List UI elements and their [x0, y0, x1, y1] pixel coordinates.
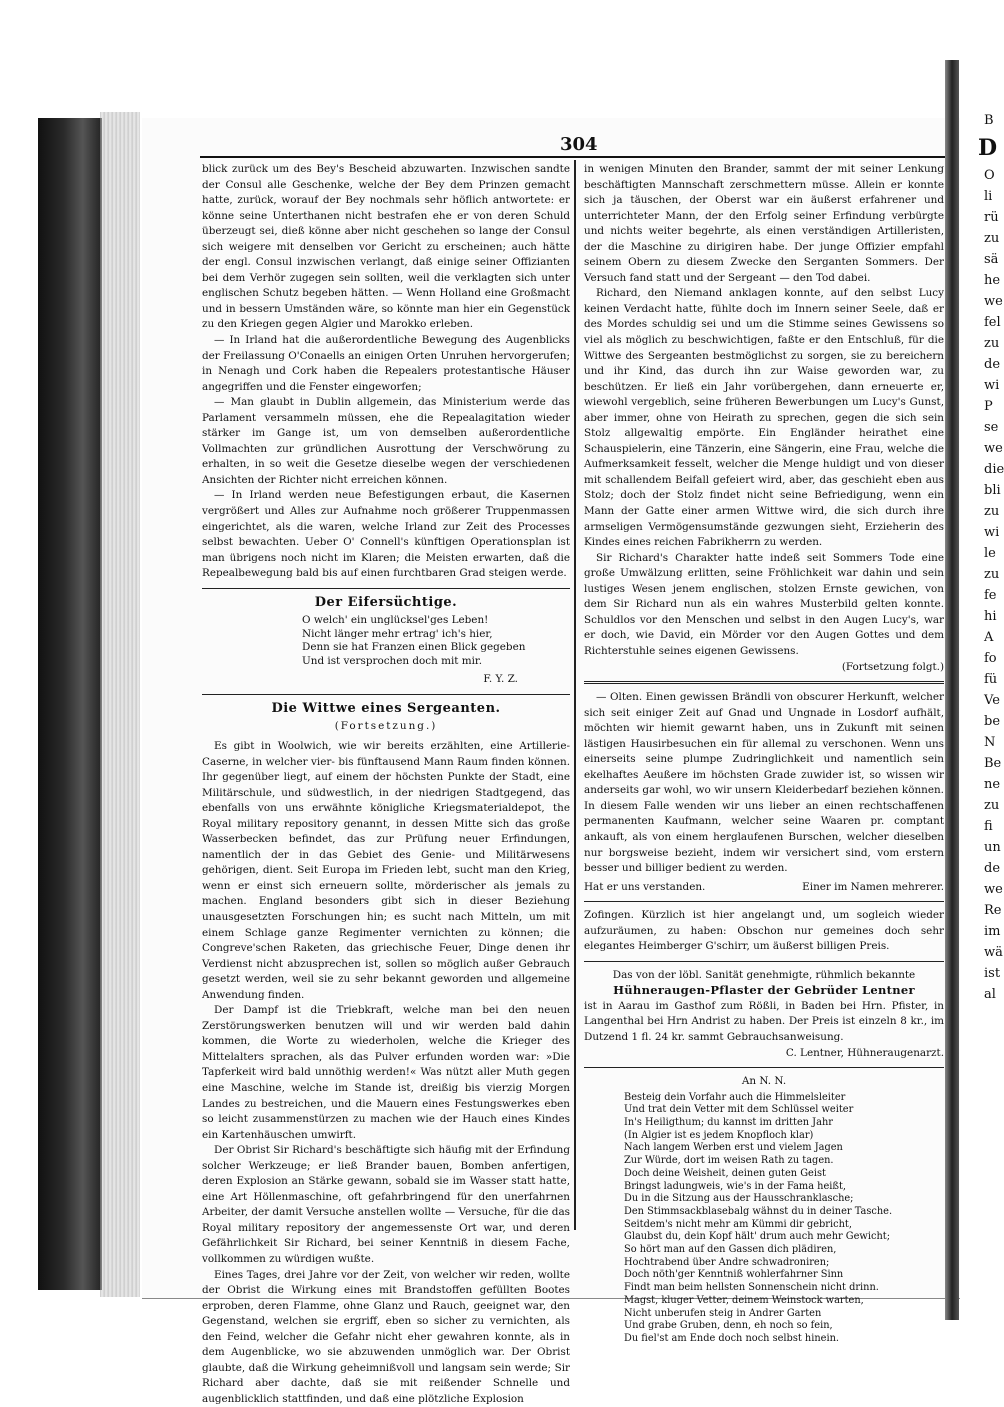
section-rule	[584, 901, 944, 902]
next-page-fragment: zu	[984, 504, 1000, 519]
olten-notice: — Olten. Einen gewissen Brändli von obscurer Herkunft, welcher sich seit einiger Zeit auf Gnad und Ungnade in Losdorf aufhält, möchten wir hiemit gewarnt haben, uns in Zukunft mit seinen lästigen Hausirbesuchen ein für allemal zu verschonen. Wenn uns einerseits seine plumpe Zudringlichkeit und namentlich sein ekelhaftes Aeußere im höchsten Grade zuwider ist, so wissen wir anderseits gar wohl, wo wir unsern Kleiderbedarf beziehen können. In diesem Falle wenden wir uns lieber an einen rechtschaffenen permanenten Kaufmann, welcher seine Waaren pr. comptant ankauft, als von einem herglaufenen Burschen, welcher dieselben nur borgsweise bezieht, indem wir versichert sind, vom erstern besser und billiger bedient zu werden.	[584, 691, 944, 875]
story-paragraph: Richard, den Niemand anklagen konnte, auf den selbst Lucy keinen Verdacht hatte, fühlte doch im Innern seiner Seele, daß er des Mordes schuldig sei und um die Stimme seines Gewissens so viel als möglich zu beschwichtigen, faßte er den Entschluß, für die Wittwe des Sergeanten bestmöglichst zu sorgen, sie zu bereichern und ihr Kind, das durch ihn zur Waise geworden war, zu beschützen. Er ließ ein Jahr vorübergehen, dann erneuerte er, wiewohl vergeblich, seine früheren Bewerbungen um Lucy's Gunst, aber immer, ohne von Heirath zu sprechen, gegen die sich sein Stolz allgewaltig empörte. Ein Engländer heirathet eine Schauspielerin, eine Tänzerin, eine Sängerin, eine Frau, welche die Aufmerksamkeit fesselt, welcher die Menge huldigt und von dieser mit schallendem Beifall gefeiert wird, aber, das geschieht eben aus Stolz; doch der Stolz findet nicht seine Befriedigung, wenn ein Mann der Gatte einer armen Wittwe wird, die sich durch ihre armseligen Vermögensumstände gezwungen sieht, Erzieherin des Kindes eines reichen Fabrikherrn zu werden.	[584, 287, 944, 549]
poem-title: Der Eifersüchtige.	[314, 594, 458, 610]
olten-sign-left: Hat er uns verstanden.	[584, 880, 706, 893]
poem-line: Denn sie hat Franzen einen Blick gegeben	[302, 641, 526, 654]
next-page-fragment: zu	[984, 231, 1000, 246]
next-page-fragment: zu	[984, 798, 1000, 813]
next-page-edge	[960, 110, 1004, 1170]
next-page-fragment: fü	[984, 672, 998, 687]
poem2-line: Zur Würde, dort im weisen Rath zu tagen.	[624, 1155, 834, 1167]
section-rule	[202, 694, 570, 695]
poem2-line: In's Heiligthum; du kannst im dritten Jahr	[624, 1117, 833, 1129]
next-page-fragment: Re	[984, 903, 1002, 918]
poem-body	[302, 614, 570, 668]
next-page-fragment: un	[984, 840, 1001, 855]
next-page-fragment: N	[984, 735, 996, 750]
poem2-line: Besteig dein Vorfahr auch die Himmelsleiter	[624, 1091, 846, 1103]
section-rule	[584, 1067, 944, 1068]
olten-sign-right: Einer im Namen mehrerer.	[802, 880, 944, 893]
next-page-fragment: le	[984, 546, 996, 561]
ad-intro: Das von der löbl. Sanität genehmigte, rühmlich bekannte	[612, 968, 916, 981]
next-page-fragment: Ve	[984, 693, 1000, 708]
zofingen-notice: Zofingen. Kürzlich ist hier angelangt und, um sogleich wieder aufzuräumen, zu haben: Obschon nur gemeines doch sehr elegantes Heimberger G'schirr, um äußerst billigen Preis.	[584, 909, 944, 953]
next-page-fragment: al	[984, 987, 996, 1002]
next-page-fragment: li	[984, 189, 993, 204]
news-bey-consul: blick zurück um des Bey's Bescheid abzuwarten. Inzwischen sandte der Consul alle Geschenke, welche der Bey dem Prinzen gemacht hatte, zurück, worauf der Bey nochmals sehr höflich antwortete: er könne seine Unterthanen nicht bestrafen ehe er von deren Schuld überzeugt sei, dieß könne aber nicht geschehen so lange der Consul sich weigere mit denselben vor Gericht zu erscheinen; auch hätte der engl. Consul inzwischen verlangt, daß einige seiner Offizianten bei dem Verhör zugegen sein sollten, weil die verklagten sich unter englischen Schutz begeben hätten. — Wenn Holland eine Großmacht und in bessern Umständen wäre, so könnte man hier ein Gegenstück zu den Kriegen gegen Algier und Marokko erleben.	[202, 163, 570, 331]
right-column	[584, 162, 944, 1346]
page-number: 304	[560, 134, 598, 155]
next-page-fragment: be	[984, 714, 1001, 729]
poem-line: Und ist versprochen doch mit mir.	[302, 654, 483, 667]
next-page-fragment: wi	[984, 378, 1000, 393]
next-page-fragment: hi	[984, 609, 997, 624]
next-page-fragment: O	[984, 168, 995, 183]
poem2-line: Und grabe Gruben, denn, eh noch so fein,	[624, 1320, 833, 1332]
story-title: Die Wittwe eines Sergeanten.	[271, 700, 501, 716]
book-binding-shadow	[38, 118, 102, 1290]
next-page-fragment: fi	[984, 819, 993, 834]
poem2-line: Nicht unberufen steig in Andrer Garten	[624, 1307, 822, 1319]
next-page-fragment: fo	[984, 651, 997, 666]
next-page-fragment: he	[984, 273, 1001, 288]
ad-signature: C. Lentner, Hühneraugenarzt.	[785, 1046, 944, 1059]
news-ireland-unrest: — In Irland hat die außerordentliche Bewegung des Augenblicks der Freilassung O'Conaells an einigen Orten Unruhen hervorgerufen; in Nenagh und Cork haben die Repealers protestantische Häuser angegriffen und die Fenster eingeworfen;	[202, 334, 570, 393]
ad-headline: Hühneraugen-Pflaster der Gebrüder Lentner	[613, 983, 915, 998]
next-page-fragment: we	[984, 441, 1003, 456]
poem2-line: Magst, kluger Vetter, deinem Weinstock warten,	[624, 1294, 864, 1306]
next-page-fragment: B	[984, 113, 994, 128]
next-page-fragment: ist	[984, 966, 1001, 981]
poem2-line: Doch deine Weisheit, deinen guten Geist	[624, 1167, 826, 1179]
next-page-fragment: rü	[984, 210, 999, 225]
ad-text: ist in Aarau im Gasthof zum Rößli, in Baden bei Hrn. Pfister, in Langenthal bei Hrn Andrist zu haben. Der Preis ist einzeln 8 kr., im Dutzend 1 fl. 24 kr. sammt Gebrauchsanweisung.	[584, 999, 944, 1043]
poem2-body	[624, 1092, 944, 1346]
news-dublin-ministry: — Man glaubt in Dublin allgemein, das Ministerium werde das Parlament versammeln müssen, ehe die Repealagitation wieder stärker im Gange ist, um von demselben außerordentliche Vollmachten zur gründlichen Ausrottung der Verschwörung zu erhalten, in so weit die Gesetze dieselbe wegen der verschiedenen Ansichten der Richter nicht erreichen können.	[202, 396, 570, 486]
next-page-fragment: se	[984, 420, 999, 435]
poem2-line: Bringst ladungweis, wie's in der Fama heißt,	[624, 1180, 847, 1192]
story-paragraph: in wenigen Minuten den Brander, sammt der mit seiner Lenkung beschäftigten Mannschaft zerschmettern müsse. Allein er konnte sich ja täuschen, der Oberst war ein äußerst erfahrener und unterrichteter Mann, der den Erfolg seiner Erfindung verbürgte und nichts weiter begehrte, als einen verständigen Artilleristen, der die Maschine zu dirigiren habe. Der junge Offizier empfahl seinem Obern zu diesem Zwecke den Serganten Sommers. Der Versuch fand statt und der Sergeant — den Tod dabei.	[584, 163, 944, 284]
column-divider	[574, 160, 576, 1230]
poem2-line: Nach langem Werben erst und vielem Jagen	[624, 1142, 843, 1154]
news-ireland-fortifications: — In Irland werden neue Befestigungen erbaut, die Kasernen vergrößert und Alles zur Aufnahme noch größerer Truppenmassen eingerichtet, als die waren, welche Irland zur Zeit des Processes selbst bewachten. Ueber O' Connell's künftigen Operationsplan ist man übrigens noch nicht im Klaren; die Meisten erwarten, daß die Repealbewegung bald bis auf einen furchtbaren Grad steigen werde.	[202, 489, 570, 580]
story-paragraph: Es gibt in Woolwich, wie wir bereits erzählten, eine Artillerie-Caserne, in welcher vier- bis fünftausend Mann Raum finden können. Ihr gegenüber liegt, auf einem der höchsten Punkte der Stadt, eine Militärschule, und südwestlich, in der niedrigen Stadtgegend, das ebenfalls von uns erwähnte königliche Kriegsmaterialdepot, the Royal military repository genannt, in dessen Mitte sich das große Wasserbecken befindet, das zur Prüfung neuer Erfindungen, namentlich der in das Gebiet des Genie- und Militärwesens gehörigen, dient. Seit Europa im Frieden lebt, sucht man den Krieg, wenn er einst sich erneuern sollte, mörderischer als jemals zu machen. England besonders gibt sich in dieser Beziehung unausgesetzten Forschungen hin; es sucht nach Mitteln, um mit einem Schlage ganze Regimenter vernichten zu können; die Congreve'schen Raketen, das griechische Feuer, Dinge denen ihr Verdienst nicht abzusprechen ist, sollen so möglich außer Gebrauch gesetzt werden, weil sie zu sehr bekannt geworden und allgemeine Anwendung finden.	[202, 739, 570, 1001]
next-page-fragment: im	[984, 924, 1001, 939]
poem2-line: Glaubst du, dein Kopf hält' drum auch mehr Gewicht;	[624, 1231, 890, 1243]
section-rule	[584, 681, 944, 684]
header-rule	[200, 156, 945, 158]
left-column	[202, 162, 570, 1407]
poem2-title: An N. N.	[741, 1075, 787, 1088]
poem2-line: So hört man auf den Gassen dich plädiren,	[624, 1244, 837, 1256]
section-rule	[584, 961, 944, 962]
next-page-fragment: P	[984, 399, 993, 414]
next-page-fragment: wä	[984, 945, 1003, 960]
next-page-fragment: D	[978, 135, 998, 161]
poem2-line: Findt man beim hellsten Sonnenschein nicht drinn.	[624, 1282, 879, 1294]
next-page-fragment: zu	[984, 567, 1000, 582]
story-paragraph: Eines Tages, drei Jahre vor der Zeit, von welcher wir reden, wollte der Obrist die Wirkung eines mit Brandstoffen gefüllten Bootes erproben, deren Flamme, ohne Glanz und Rauch, geeignet war, den Gegenstand, welchen sie ergriff, eben so sicher zu vernichten, als den Feind, welcher die Gefahr nicht eher gewahren konnte, als in dem Augenblicke, wo sie abzuwenden unmöglich war. Der Obrist glaubte, daß die Wirkung geheimnißvoll und langsam sein werde; Sir Richard aber dachte, daß sie mit reißender Schnelle und augenblicklich stattfinden, und daß eine plötzliche Explosion	[202, 1268, 570, 1405]
poem2-line: Den Stimmsackblasebalg wähnst du in deiner Tasche.	[624, 1205, 893, 1217]
poem2-line: Seitdem's nicht mehr am Kümmi dir gebricht,	[624, 1218, 852, 1230]
next-page-fragment: ne	[984, 777, 1001, 792]
poem-signature: F. Y. Z.	[483, 673, 518, 686]
next-page-fragment: de	[984, 357, 1001, 372]
next-page-fragment: we	[984, 882, 1003, 897]
next-page-fragment: fe	[984, 588, 997, 603]
poem2-line: (In Algier ist es jedem Knopfloch klar)	[624, 1129, 814, 1141]
story-paragraph: Der Dampf ist die Triebkraft, welche man bei den neuen Zerstörungswerken benutzen will und wir werden bald dahin kommen, die Worte zu wiederholen, welche die Krieger des Mittelalters sprachen, als das Pulver erfunden worden war: »Die Tapferkeit wird bald unnöthig werden!« Was nützt aller Muth gegen eine Maschine, welche im Stande ist, dreißig bis vierzig Morgen Landes zu bestreichen, und die Mauern eines Festungswerkes eben so leicht zusammenstürzen zu machen wie der Hauch eines Kindes ein Kartenhäuschen umwirft.	[202, 1004, 570, 1141]
poem2-line: Hochtrabend über Andre schwadroniren;	[624, 1256, 830, 1268]
next-page-fragment: Be	[984, 756, 1002, 771]
next-page-fragment: wi	[984, 525, 1000, 540]
story-paragraph: Der Obrist Sir Richard's beschäftigte sich häufig mit der Erfindung solcher Werkzeuge; er ließ Brander bauen, Bomben anfertigen, deren Explosion an Stärke gewann, sobald sie im Wasser statt hatte, eine Art Höllenmaschine, oft gefahrbringend für den unerfahrnen Arbeiter, der damit Versuche anstellen wollte — Versuche, für die das Royal military repository der angemessenste Ort war, und deren Gefährlichkeit Sir Richard, bei seiner Kenntniß in diesem Fache, vollkommen zu würdigen wußte.	[202, 1144, 570, 1265]
next-page-fragment: fel	[984, 315, 1001, 330]
next-page-fragment: bli	[984, 483, 1001, 498]
page-edges	[100, 112, 140, 1297]
poem-line: Nicht länger mehr ertrag' ich's hier,	[302, 627, 493, 640]
poem2-line: Du in die Sitzung aus der Hausschranklasche;	[624, 1193, 854, 1205]
next-page-fragment: A	[984, 630, 994, 645]
next-page-fragment: die	[984, 462, 1004, 477]
next-page-fragment: zu	[984, 336, 1000, 351]
story-subtitle: (Fortsetzung.)	[334, 720, 438, 733]
story-paragraph: Sir Richard's Charakter hatte indeß seit Sommers Tode eine große Umwälzung erlitten, seine Fröhlichkeit war dahin und sein lustiges Wesen jenem englischen, stolzen Ernste gewichen, von dem Sir Richard nun als ein wahres Musterbild gelten konnte. Schuldlos vor den Menschen und selbst in den Augen Lucy's, war er doch, wie David, ein Mörder vor den Augen Gottes und dem Richterstuhle seines eigenen Gewissens.	[584, 551, 944, 657]
olten-signature-row	[584, 880, 944, 896]
section-rule	[202, 588, 570, 589]
story-continued-note: (Fortsetzung folgt.)	[841, 660, 944, 673]
poem2-line: Du fiel'st am Ende doch noch selbst hinein.	[624, 1332, 840, 1344]
next-page-fragment: we	[984, 294, 1003, 309]
poem2-line: Und trat dein Vetter mit dem Schlüssel weiter	[624, 1104, 854, 1116]
gutter-shadow	[945, 60, 959, 1320]
poem-line: O welch' ein unglücksel'ges Leben!	[302, 614, 489, 627]
next-page-fragment: de	[984, 861, 1001, 876]
poem2-line: Doch nöth'ger Kenntniß wohlerfahrner Sinn	[624, 1269, 844, 1281]
next-page-fragment: sä	[984, 252, 999, 267]
